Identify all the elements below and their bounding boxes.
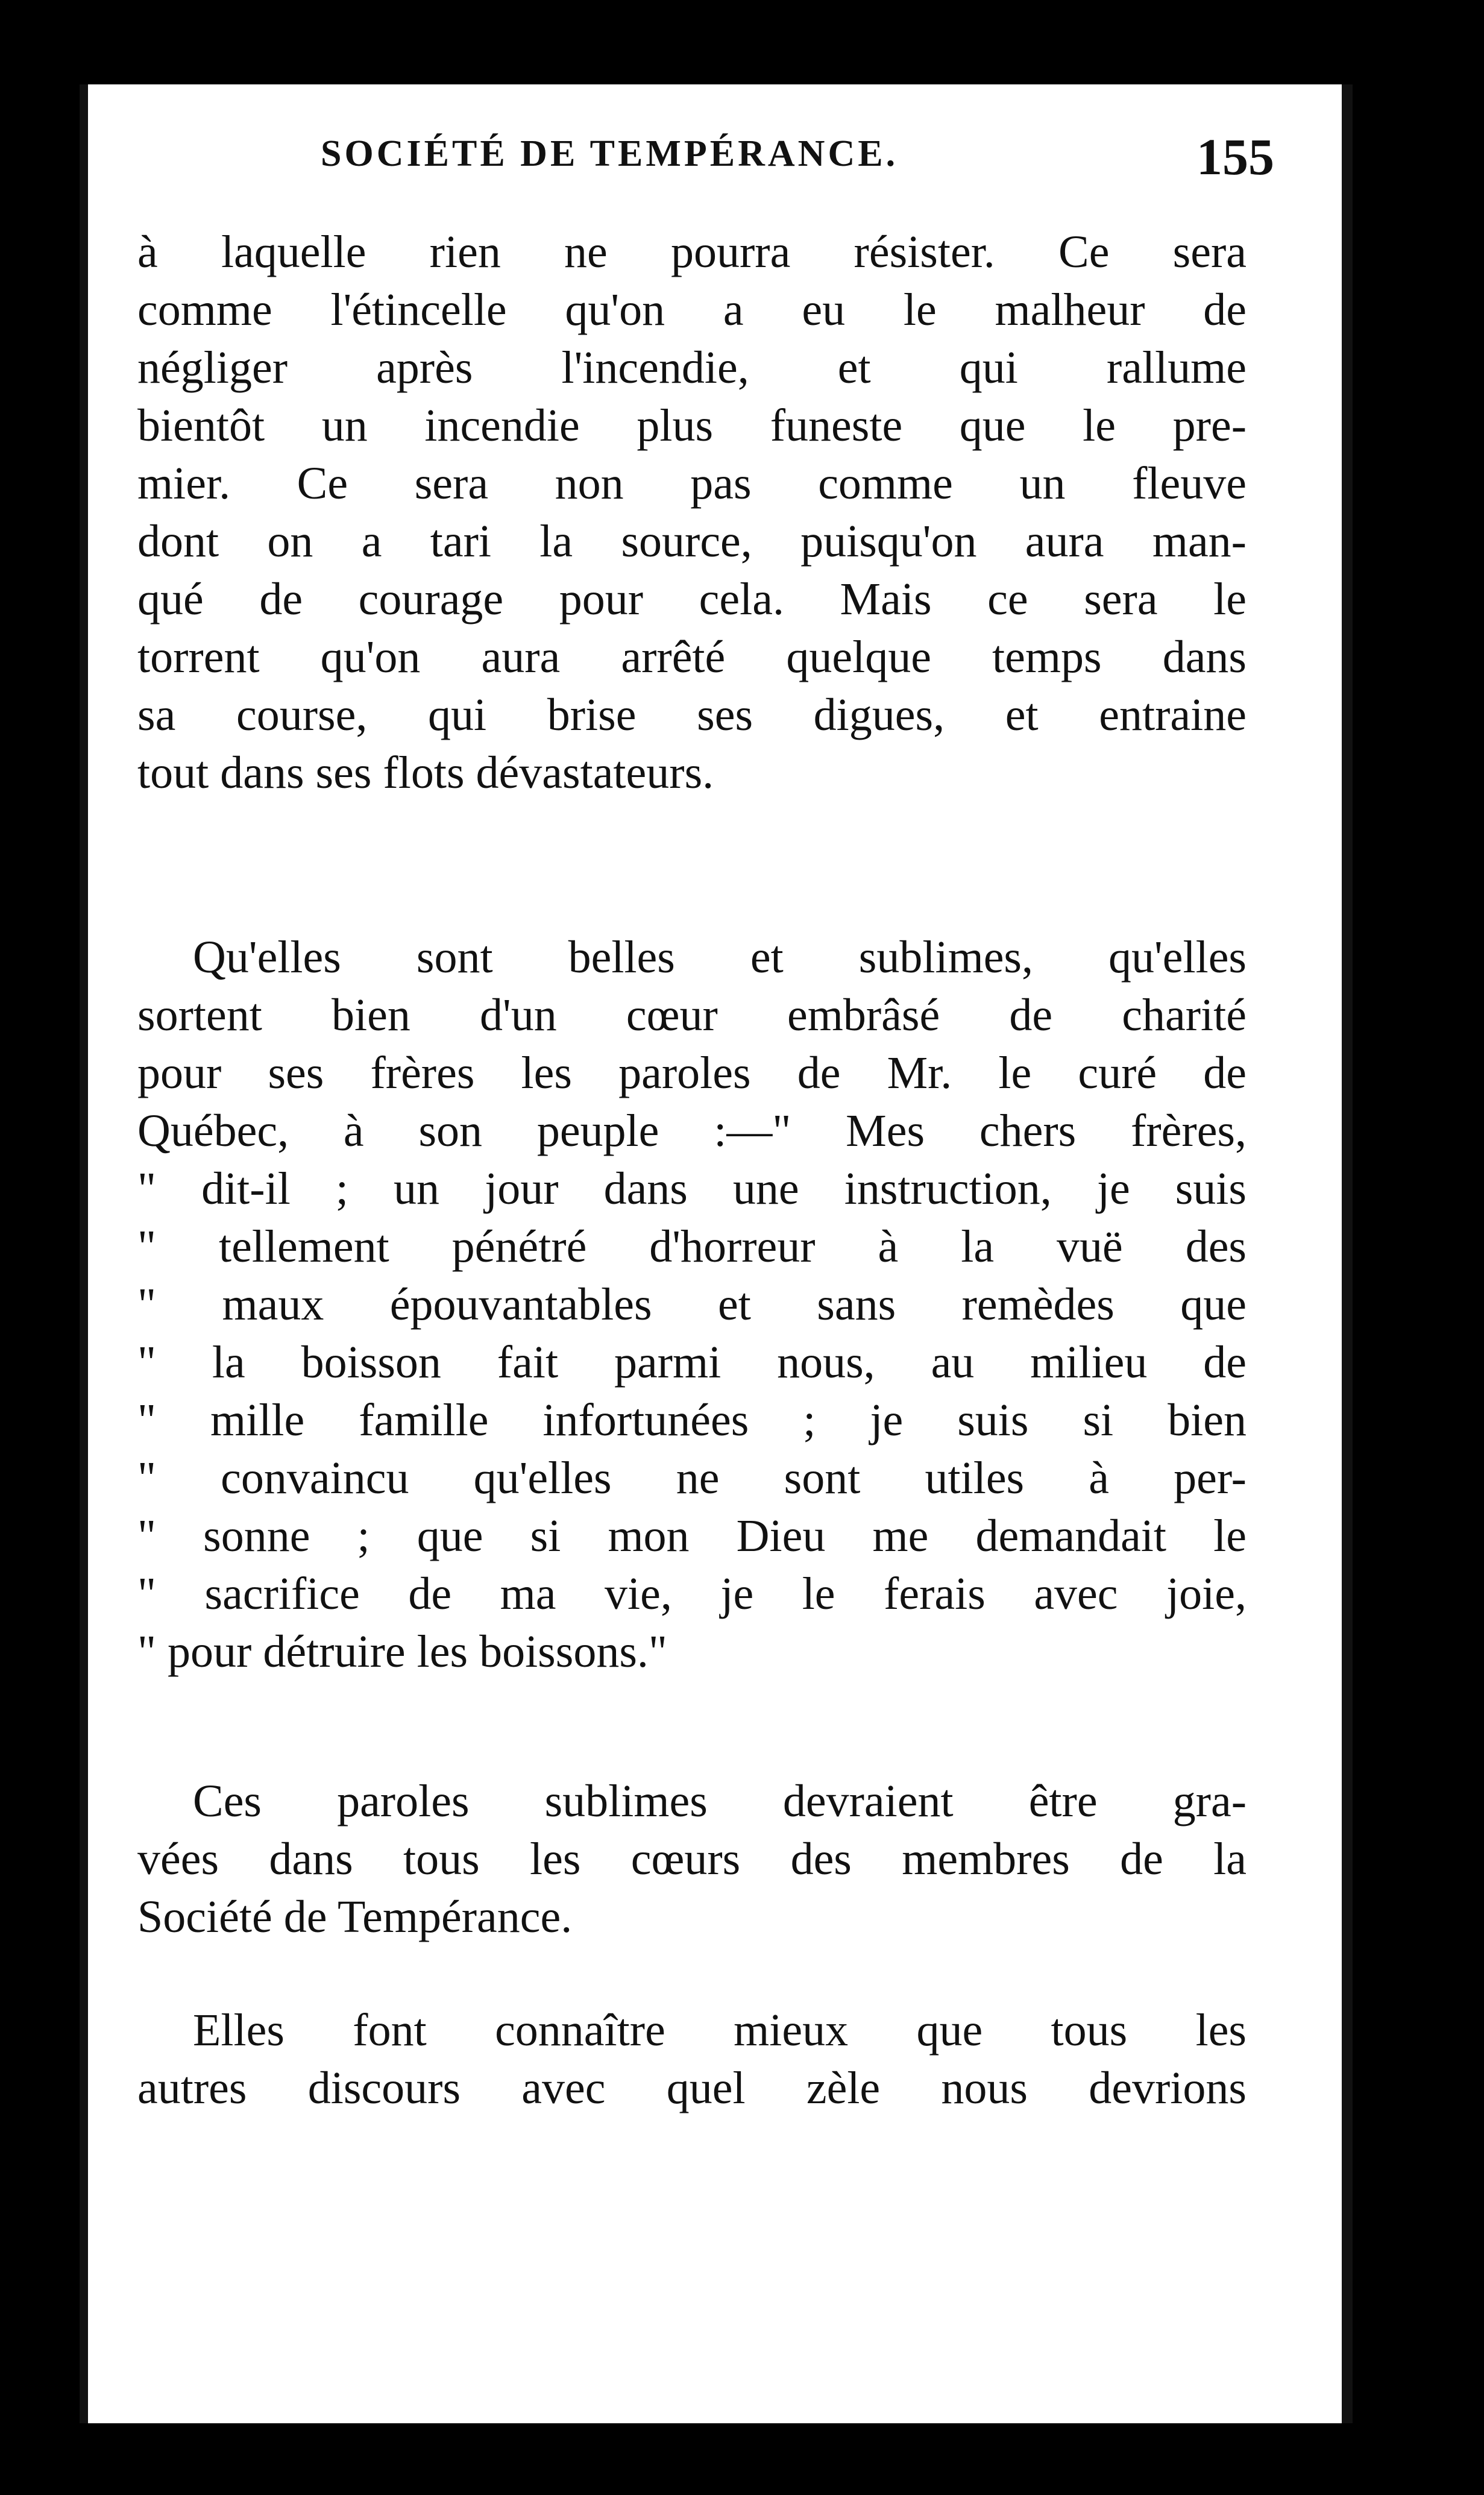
text-line: sa course, qui brise ses digues, et entraine [137, 690, 1247, 740]
text-line: Québec, à son peuple :—" Mes chers frères, [137, 1106, 1247, 1156]
text-line: mier. Ce sera non pas comme un fleuve [137, 458, 1247, 509]
text-line: qué de courage pour cela. Mais ce sera le [137, 574, 1247, 625]
text-line: Qu'elles sont belles et sublimes, qu'elles [193, 932, 1247, 983]
text-line: bientôt un incendie plus funeste que le pre- [137, 400, 1247, 451]
page-left-edge [80, 84, 88, 2423]
text-line: " maux épouvantables et sans remèdes que [137, 1279, 1247, 1330]
text-line: Elles font connaître mieux que tous les [193, 2005, 1247, 2056]
text-line: " sacrifice de ma vie, je le ferais avec joie, [137, 1568, 1247, 1619]
page-number: 155 [1196, 128, 1274, 186]
text-line: " pour détruire les boissons." [137, 1626, 667, 1677]
paragraph-1 [137, 223, 1247, 802]
book-page [80, 84, 1353, 2423]
text-line: sortent bien d'un cœur embrâsé de charité [137, 990, 1247, 1040]
paragraph-4 [137, 2001, 1247, 2117]
text-line: torrent qu'on aura arrêté quelque temps dans [137, 632, 1247, 682]
page-right-edge [1342, 84, 1353, 2423]
text-line: autres discours avec quel zèle nous devrions [137, 2063, 1247, 2113]
text-line: " dit-il ; un jour dans une instruction, je suis [137, 1163, 1247, 1214]
text-line: " tellement pénétré d'horreur à la vuë des [137, 1221, 1247, 1272]
text-line: pour ses frères les paroles de Mr. le curé de [137, 1048, 1247, 1098]
text-line: négliger après l'incendie, et qui rallume [137, 342, 1247, 393]
text-line: dont on a tari la source, puisqu'on aura man- [137, 516, 1247, 567]
text-line: " mille famille infortunées ; je suis si bien [137, 1395, 1247, 1446]
running-head: SOCIÉTÉ DE TEMPÉRANCE. [321, 133, 899, 174]
paragraph-3 [137, 1772, 1247, 1946]
text-line: " la boisson fait parmi nous, au milieu de [137, 1337, 1247, 1388]
text-line: Ces paroles sublimes devraient être gra- [193, 1776, 1247, 1826]
text-line: vées dans tous les cœurs des membres de la [137, 1834, 1247, 1884]
text-line: comme l'étincelle qu'on a eu le malheur de [137, 285, 1247, 335]
page-header [80, 127, 1353, 193]
text-line: Société de Tempérance. [137, 1892, 573, 1942]
paragraph-2 [137, 928, 1247, 1681]
text-line: " sonne ; que si mon Dieu me demandait le [137, 1511, 1247, 1561]
text-line: à laquelle rien ne pourra résister. Ce sera [137, 227, 1247, 277]
text-line: " convaincu qu'elles ne sont utiles à per- [137, 1453, 1247, 1503]
text-line: tout dans ses flots dévastateurs. [137, 747, 714, 798]
